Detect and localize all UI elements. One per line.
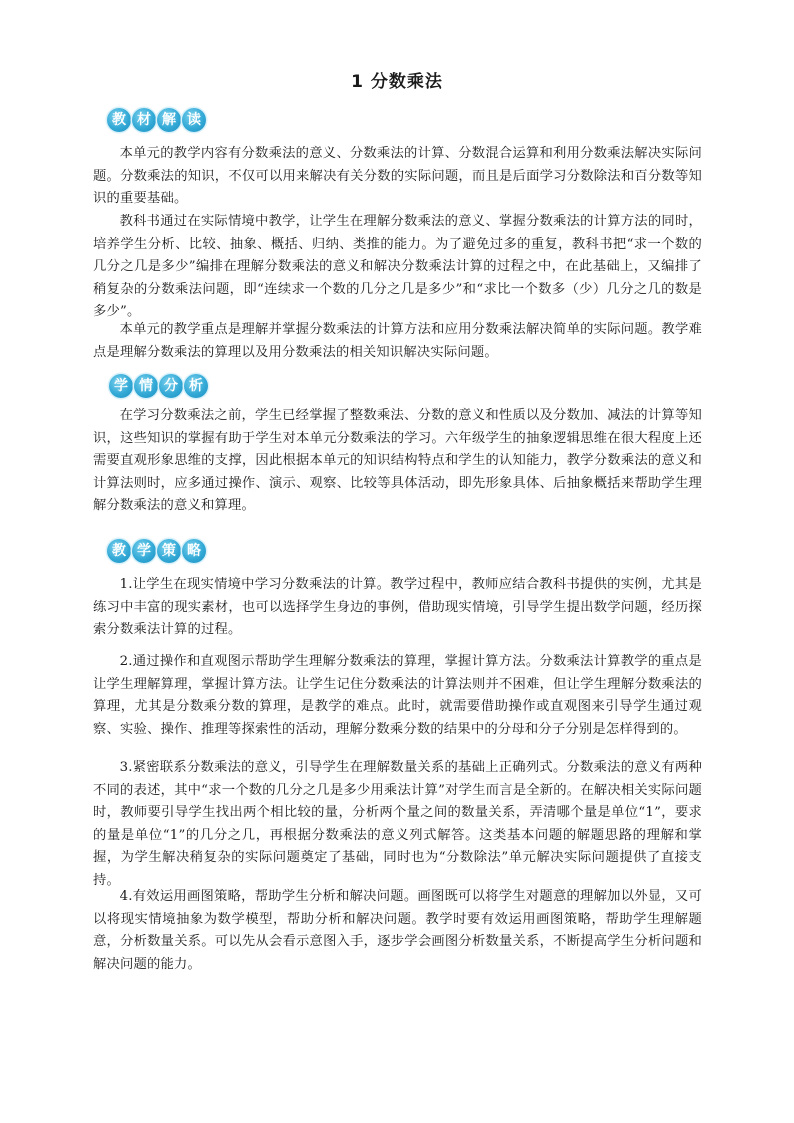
badge-char: 学 [132, 539, 156, 563]
badge-char: 学 [109, 374, 133, 398]
paragraph: 1.让学生在现实情境中学习分数乘法的计算。教学过程中，教师应结合教科书提供的实例，尤其是练习中丰富的现实素材，也可以选择学生身边的事例，借助现实情境，引导学生提出数学问题，经历探索分数乘法计算的过程。 [93, 577, 702, 637]
paragraph: 本单元的教学内容有分数乘法的意义、分数乘法的计算、分数混合运算和利用分数乘法解决实际问题。分数乘法的知识，不仅可以用来解决有关分数的实际问题，而且是后面学习分数除法和百分数等知识的重要基础。 [93, 146, 702, 206]
badge-char: 析 [184, 374, 208, 398]
badge-char: 材 [132, 108, 156, 132]
badge-char: 情 [134, 374, 158, 398]
badge-char: 策 [157, 539, 181, 563]
badge-char: 读 [182, 108, 206, 132]
paragraph: 3.紧密联系分数乘法的意义，引导学生在理解数量关系的基础上正确列式。分数乘法的意义有两种不同的表述，其中“求一个数的几分之几是多少用乘法计算”对学生而言是全新的。在解决相关实际问题时，教师要引导学生找出两个相比较的量，分析两个量之间的数量关系，弄清哪个量是单位“1”，要求的量是单位“1”的几分之几，再根据分数乘法的意义列式解答。这类基本问题的解题思路的理解和掌握，为学生解决稍复杂的实际问题奠定了基础，同时也为“分数除法”单元解决实际问题提供了直接支持。 [93, 760, 702, 888]
badge-char: 解 [157, 108, 181, 132]
paragraph: 2.通过操作和直观图示帮助学生理解分数乘法的算理，掌握计算方法。分数乘法计算教学的重点是让学生理解算理，掌握计算方法。让学生记住分数乘法的计算法则并不困难，但让学生理解分数乘法的算理，尤其是分数乘分数的算理，是教学的难点。此时，就需要借助操作或直观图来引导学生通过观察、实验、操作、推理等探索性的活动，理解分数乘分数的结果中的分母和分子分别是怎样得到的。 [93, 654, 702, 737]
page-title: 1 分数乘法 [351, 72, 443, 92]
section-badge-teaching-strategy [107, 539, 206, 565]
paragraph: 4.有效运用画图策略，帮助学生分析和解决问题。画图既可以将学生对题意的理解加以外显，又可以将现实情境抽象为数学模型，帮助分析和解决问题。教学时要有效运用画图策略，帮助学生理解题意，分析数量关系。可以先从会看示意图入手，逐步学会画图分析数量关系，不断提高学生分析问题和解决问题的能力。 [93, 889, 702, 972]
paragraph: 教科书通过在实际情境中教学，让学生在理解分数乘法的意义、掌握分数乘法的计算方法的同时，培养学生分析、比较、抽象、概括、归纳、类推的能力。为了避免过多的重复，教科书把“求一个数的几分之几是多少”编排在理解分数乘法的意义和解决分数乘法计算的过程之中，在此基础上，又编排了稍复杂的分数乘法问题，即“连续求一个数的几分之几是多少”和“求比一个数多（少）几分之几的数是多少”。 [93, 214, 702, 319]
badge-char: 教 [107, 108, 131, 132]
badge-char: 分 [159, 374, 183, 398]
paragraph: 在学习分数乘法之前，学生已经掌握了整数乘法、分数的意义和性质以及分数加、减法的计算等知识，这些知识的掌握有助于学生对本单元分数乘法的学习。六年级学生的抽象逻辑思维在很大程度上还需要直观形象思维的支撑，因此根据本单元的知识结构特点和学生的认知能力，教学分数乘法的意义和计算法则时，应多通过操作、演示、观察、比较等具体活动，即先形象具体、后抽象概括来帮助学生理解分数乘法的意义和算理。 [93, 408, 702, 513]
badge-char: 教 [107, 539, 131, 563]
badge-char: 略 [182, 539, 206, 563]
section-badge-student-analysis [109, 374, 208, 400]
paragraph: 本单元的教学重点是理解并掌握分数乘法的计算方法和应用分数乘法解决简单的实际问题。教学难点是理解分数乘法的算理以及用分数乘法的相关知识解决实际问题。 [93, 322, 702, 360]
section-badge-textbook-reading [107, 108, 206, 134]
